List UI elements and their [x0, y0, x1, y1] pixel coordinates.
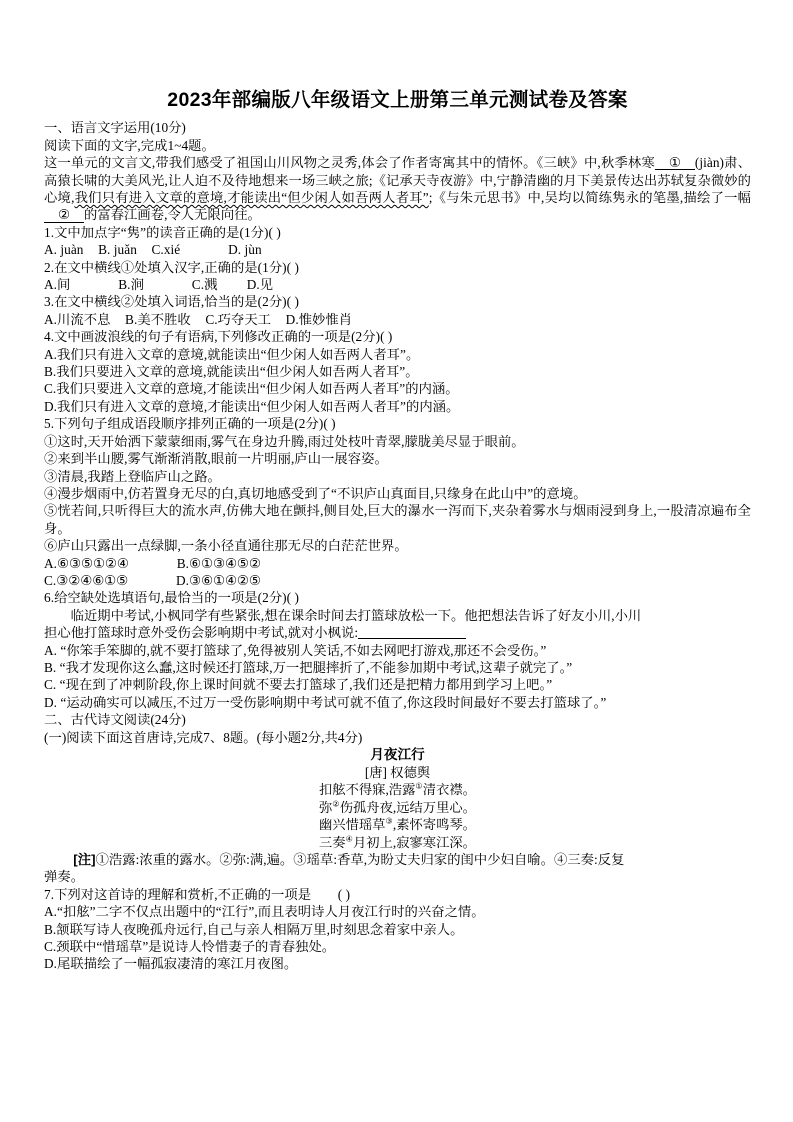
- option-text: “你笨手笨脚的,就不要打篮球了,免得被别人笑话,不如去网吧打游戏,那还不会受伤。”: [60, 642, 547, 658]
- option-text: 我们只有进入文章的意境,就能读出“但少闲人如吾两人者耳”。: [57, 346, 420, 362]
- option-label: C.: [191, 277, 205, 293]
- question-2-stem: [44, 259, 751, 276]
- question-5-sentence-1: ①这时,天开始洒下蒙蒙细雨,雾气在身边升腾,雨过处枝叶青翠,朦胧美尽显于眼前。: [44, 433, 525, 449]
- question-6-option-d: [44, 694, 751, 711]
- option-text: xié: [163, 242, 181, 258]
- reading-passage: [44, 154, 751, 224]
- question-6-option-b: [44, 659, 751, 676]
- option-label: C.: [44, 677, 57, 693]
- question-7-option-d: [44, 955, 751, 972]
- option-text: 我们只要进入文章的意境,才能读出“但少闲人如吾两人者耳”的内涵。: [56, 381, 459, 397]
- option-text: ③⑥①④②⑤: [189, 572, 261, 588]
- option-text: 颔联写诗人夜晚孤舟远行,自己与亲人相隔万里,时刻思念着家中亲人。: [56, 921, 464, 937]
- option-label: A.: [44, 642, 58, 658]
- option-label: B.: [118, 277, 131, 293]
- option-text: “现在到了冲刺阶段,你上课时间就不要去打篮球了,我们还是把精力都用到学习上吧。”: [59, 677, 553, 693]
- poem-author: [唐] 权德舆: [364, 765, 431, 780]
- option-label: B.: [125, 311, 138, 327]
- question-3-number: 3.: [44, 294, 55, 310]
- option-label: D.: [44, 398, 58, 414]
- question-4-stem: [44, 328, 751, 345]
- question-3-stem: [44, 293, 751, 310]
- option-label: D.: [228, 242, 242, 258]
- question-7-text: 下列对这首诗的理解和赏析,不正确的一项是 ( ): [54, 886, 351, 902]
- question-1-options: [44, 241, 751, 258]
- option-text: jùn: [244, 242, 262, 258]
- question-5-stem: [44, 415, 751, 432]
- option-text: ③②④⑥①⑤: [56, 572, 129, 588]
- poem-line-3-b: ,素怀寄鸣琴。: [392, 817, 476, 833]
- question-2-text: 在文中横线①处填入汉字,正确的是(1分)( ): [54, 259, 299, 275]
- option-label: C.: [44, 381, 57, 397]
- option-text: 涧: [130, 277, 144, 293]
- notes-label: [注]: [73, 852, 96, 868]
- footnote-marker-4: ④: [345, 834, 353, 844]
- question-6-option-a: [44, 642, 751, 659]
- option-label: D.: [285, 311, 299, 327]
- question-7-number: 7.: [44, 886, 55, 902]
- option-text: “我才发现你这么蠢,这时候还打篮球,万一把腿摔折了,不能参加期中考试,这辈子就完了。”: [59, 659, 573, 675]
- question-7-option-b: [44, 921, 751, 938]
- footnote-marker-1: ①: [415, 781, 423, 791]
- question-5-sentence-6: ⑥庐山只露出一点绿脚,一条小径直通往那无尽的白茫茫世界。: [44, 538, 408, 554]
- question-1-stem: [44, 224, 751, 241]
- option-label: A.: [44, 555, 58, 571]
- question-5-text: 下列句子组成语段顺序排列正确的一项是(2分)( ): [54, 416, 336, 432]
- question-5-sentence-2: ②来到半山腰,雾气渐渐消散,眼前一片明丽,庐山一展容姿。: [44, 451, 388, 467]
- poem-notes-line-1: [44, 851, 751, 868]
- question-5-sentence-5: ⑤恍若间,只听得巨大的流水声,仿佛大地在颤抖,侧目处,巨大的瀑水一泻而下,夹杂着雾水与烟雨浸到身上,一股清凉遍布全身。: [44, 503, 751, 536]
- question-6-context-line-1: 临近期中考试,小枫同学有些紧张,想在课余时间去打篮球放松一下。他把想法告诉了好友小川,小川: [70, 607, 642, 623]
- question-4-number: 4.: [44, 329, 55, 345]
- poem-notes-line-2: 弹奏。: [44, 869, 85, 885]
- option-text: 美不胜收: [137, 311, 191, 327]
- question-6-context-line-2: [44, 624, 751, 641]
- option-text: 间: [57, 277, 71, 293]
- option-text: “运动确实可以减压,不过万一受伤影响期中考试可就不值了,你这段时间最好不要去打篮球了。”: [60, 694, 607, 710]
- option-text: juǎn: [113, 242, 137, 258]
- option-text: 见: [259, 277, 274, 293]
- poem-line-4-a: 三奏: [319, 834, 346, 850]
- question-6-stem: [44, 589, 751, 606]
- question-5-sentence-3: ③清晨,我踏上登临庐山之路。: [44, 468, 221, 484]
- question-5-options-row-1: [44, 555, 751, 572]
- option-text: “扣舷”二字不仅点出题中的“江行”,而且表明诗人月夜江行时的兴奋之情。: [57, 904, 485, 920]
- question-2-number: 2.: [44, 259, 55, 275]
- question-7-option-a: [44, 903, 751, 920]
- passage-part-2: (jiàn)肃、高猿长啸的大美风光,让人迫不及待地想来一场三峡之旅;《记承天寺夜游》中,宁静清幽的月下美景传达出苏轼复杂微妙的心境,: [44, 155, 751, 205]
- question-4-option-d: [44, 398, 751, 415]
- question-5-options-row-2: [44, 572, 751, 589]
- option-label: C.: [205, 311, 218, 327]
- section-one-instruction: 阅读下面的文字,完成1~4题。: [44, 137, 215, 153]
- option-text: 我们只要进入文章的意境,就能读出“但少闲人如吾两人者耳”。: [56, 364, 419, 380]
- question-6-text: 给空缺处选填语句,最恰当的一项是(2分)( ): [54, 590, 299, 606]
- poem-line-3-a: 幽兴惜瑶草: [319, 817, 386, 833]
- option-text: ⑥③⑤①②④: [57, 555, 129, 571]
- passage-blank-1: ①: [655, 156, 695, 170]
- question-6-context-text: 担心他打篮球时意外受伤会影响期中考试,就对小枫说:: [44, 625, 359, 641]
- option-text: 尾联描绘了一幅孤寂凄清的寒江月夜图。: [57, 956, 298, 972]
- passage-blank-2: ②: [44, 208, 84, 222]
- poem-line-1-b: 清衣襟。: [422, 782, 476, 798]
- option-label: A.: [44, 346, 58, 362]
- option-label: C.: [151, 242, 164, 258]
- poem-line-4-b: 月初上,寂寥寒江深。: [352, 834, 476, 850]
- question-6-option-c: [44, 676, 751, 693]
- option-label: C.: [44, 939, 57, 955]
- option-text: 溅: [204, 277, 218, 293]
- question-4-option-a: [44, 346, 751, 363]
- question-5-number: 5.: [44, 416, 55, 432]
- option-text: 惟妙惟肖: [298, 311, 353, 327]
- question-4-option-b: [44, 363, 751, 380]
- option-label: A.: [44, 311, 58, 327]
- passage-part-1: 这一单元的文言文,带我们感受了祖国山川风物之灵秀,体会了作者寄寓其中的情怀。《三峡》中,秋季林寒: [44, 155, 655, 171]
- option-label: A.: [44, 242, 58, 258]
- page-title: 2023年部编版八年级语文上册第三单元测试卷及答案: [167, 89, 628, 111]
- question-6-answer-blank: [358, 624, 466, 639]
- section-one-heading: 一、语言文字运用(10分): [44, 120, 186, 136]
- option-label: D.: [44, 694, 58, 710]
- footnote-marker-2: ②: [332, 799, 340, 809]
- question-3-text: 在文中横线②处填入词语,恰当的是(2分)( ): [54, 294, 299, 310]
- question-7-stem: [44, 886, 751, 903]
- poem-line-1-a: 扣舷不得寐,浩露: [319, 782, 416, 798]
- option-text: 颈联中“惜瑶草”是说诗人怜惜妻子的青春独处。: [56, 939, 336, 955]
- question-1-text: 文中加点字“隽”的读音正确的是(1分)( ): [54, 224, 281, 240]
- passage-part-4: 的富春江画卷,令人无限向往。: [84, 207, 261, 223]
- option-label: B.: [44, 921, 57, 937]
- option-label: A.: [44, 277, 58, 293]
- poem-line-4: [44, 834, 751, 851]
- poem-line-2: [44, 799, 751, 816]
- option-label: A.: [44, 904, 58, 920]
- poem-line-2-b: 伤孤舟夜,远结万里心。: [339, 799, 476, 815]
- option-label: D.: [44, 956, 58, 972]
- poem-line-2-a: 弥: [319, 799, 333, 815]
- question-3-options: [44, 311, 751, 328]
- option-text: 巧夺天工: [217, 311, 272, 327]
- option-label: C.: [44, 572, 57, 588]
- question-7-option-c: [44, 938, 751, 955]
- question-4-option-c: [44, 380, 751, 397]
- option-text: ⑥①③④⑤②: [189, 555, 261, 571]
- poem-title: 月夜江行: [370, 747, 425, 762]
- option-text: juàn: [60, 242, 84, 258]
- question-6-number: 6.: [44, 590, 55, 606]
- question-2-options: [44, 276, 751, 293]
- notes-text-line-1: ①浩露:浓重的露水。②弥:满,遍。③瑶草:香草,为盼丈夫归家的闺中少妇自喻。④三奏:反复: [95, 852, 625, 868]
- option-label: B.: [176, 555, 190, 571]
- poem-line-3: [44, 816, 751, 833]
- option-label: B.: [98, 242, 111, 258]
- option-label: B.: [44, 364, 57, 380]
- footnote-marker-3: ③: [385, 816, 393, 826]
- passage-wavy-sentence: 我们只有进入文章的意境,才能读出“但少闲人如吾两人者耳”: [74, 190, 429, 205]
- option-label: D.: [246, 277, 260, 293]
- section-two-sub-heading: (一)阅读下面这首唐诗,完成7、8题。(每小题2分,共4分): [44, 729, 363, 745]
- poem-line-1: [44, 781, 751, 798]
- question-5-sentence-4: ④漫步烟雨中,仿若置身无尽的白,真切地感受到了“不识庐山真面目,只缘身在此山中”的意境。: [44, 485, 587, 501]
- question-4-text: 文中画波浪线的句子有语病,下列修改正确的一项是(2分)( ): [54, 329, 393, 345]
- passage-part-3: ;《与朱元思书》中,吴均以简练隽永的笔墨,描绘了一幅: [428, 190, 751, 205]
- option-label: B.: [44, 659, 57, 675]
- option-text: 川流不息: [57, 311, 111, 327]
- option-label: D.: [176, 572, 190, 588]
- option-text: 我们只有进入文章的意境,才能读出“但少闲人如吾两人者耳”的内涵。: [57, 398, 460, 414]
- question-1-number: 1.: [44, 224, 55, 240]
- section-two-heading: 二、古代诗文阅读(24分): [44, 712, 186, 728]
